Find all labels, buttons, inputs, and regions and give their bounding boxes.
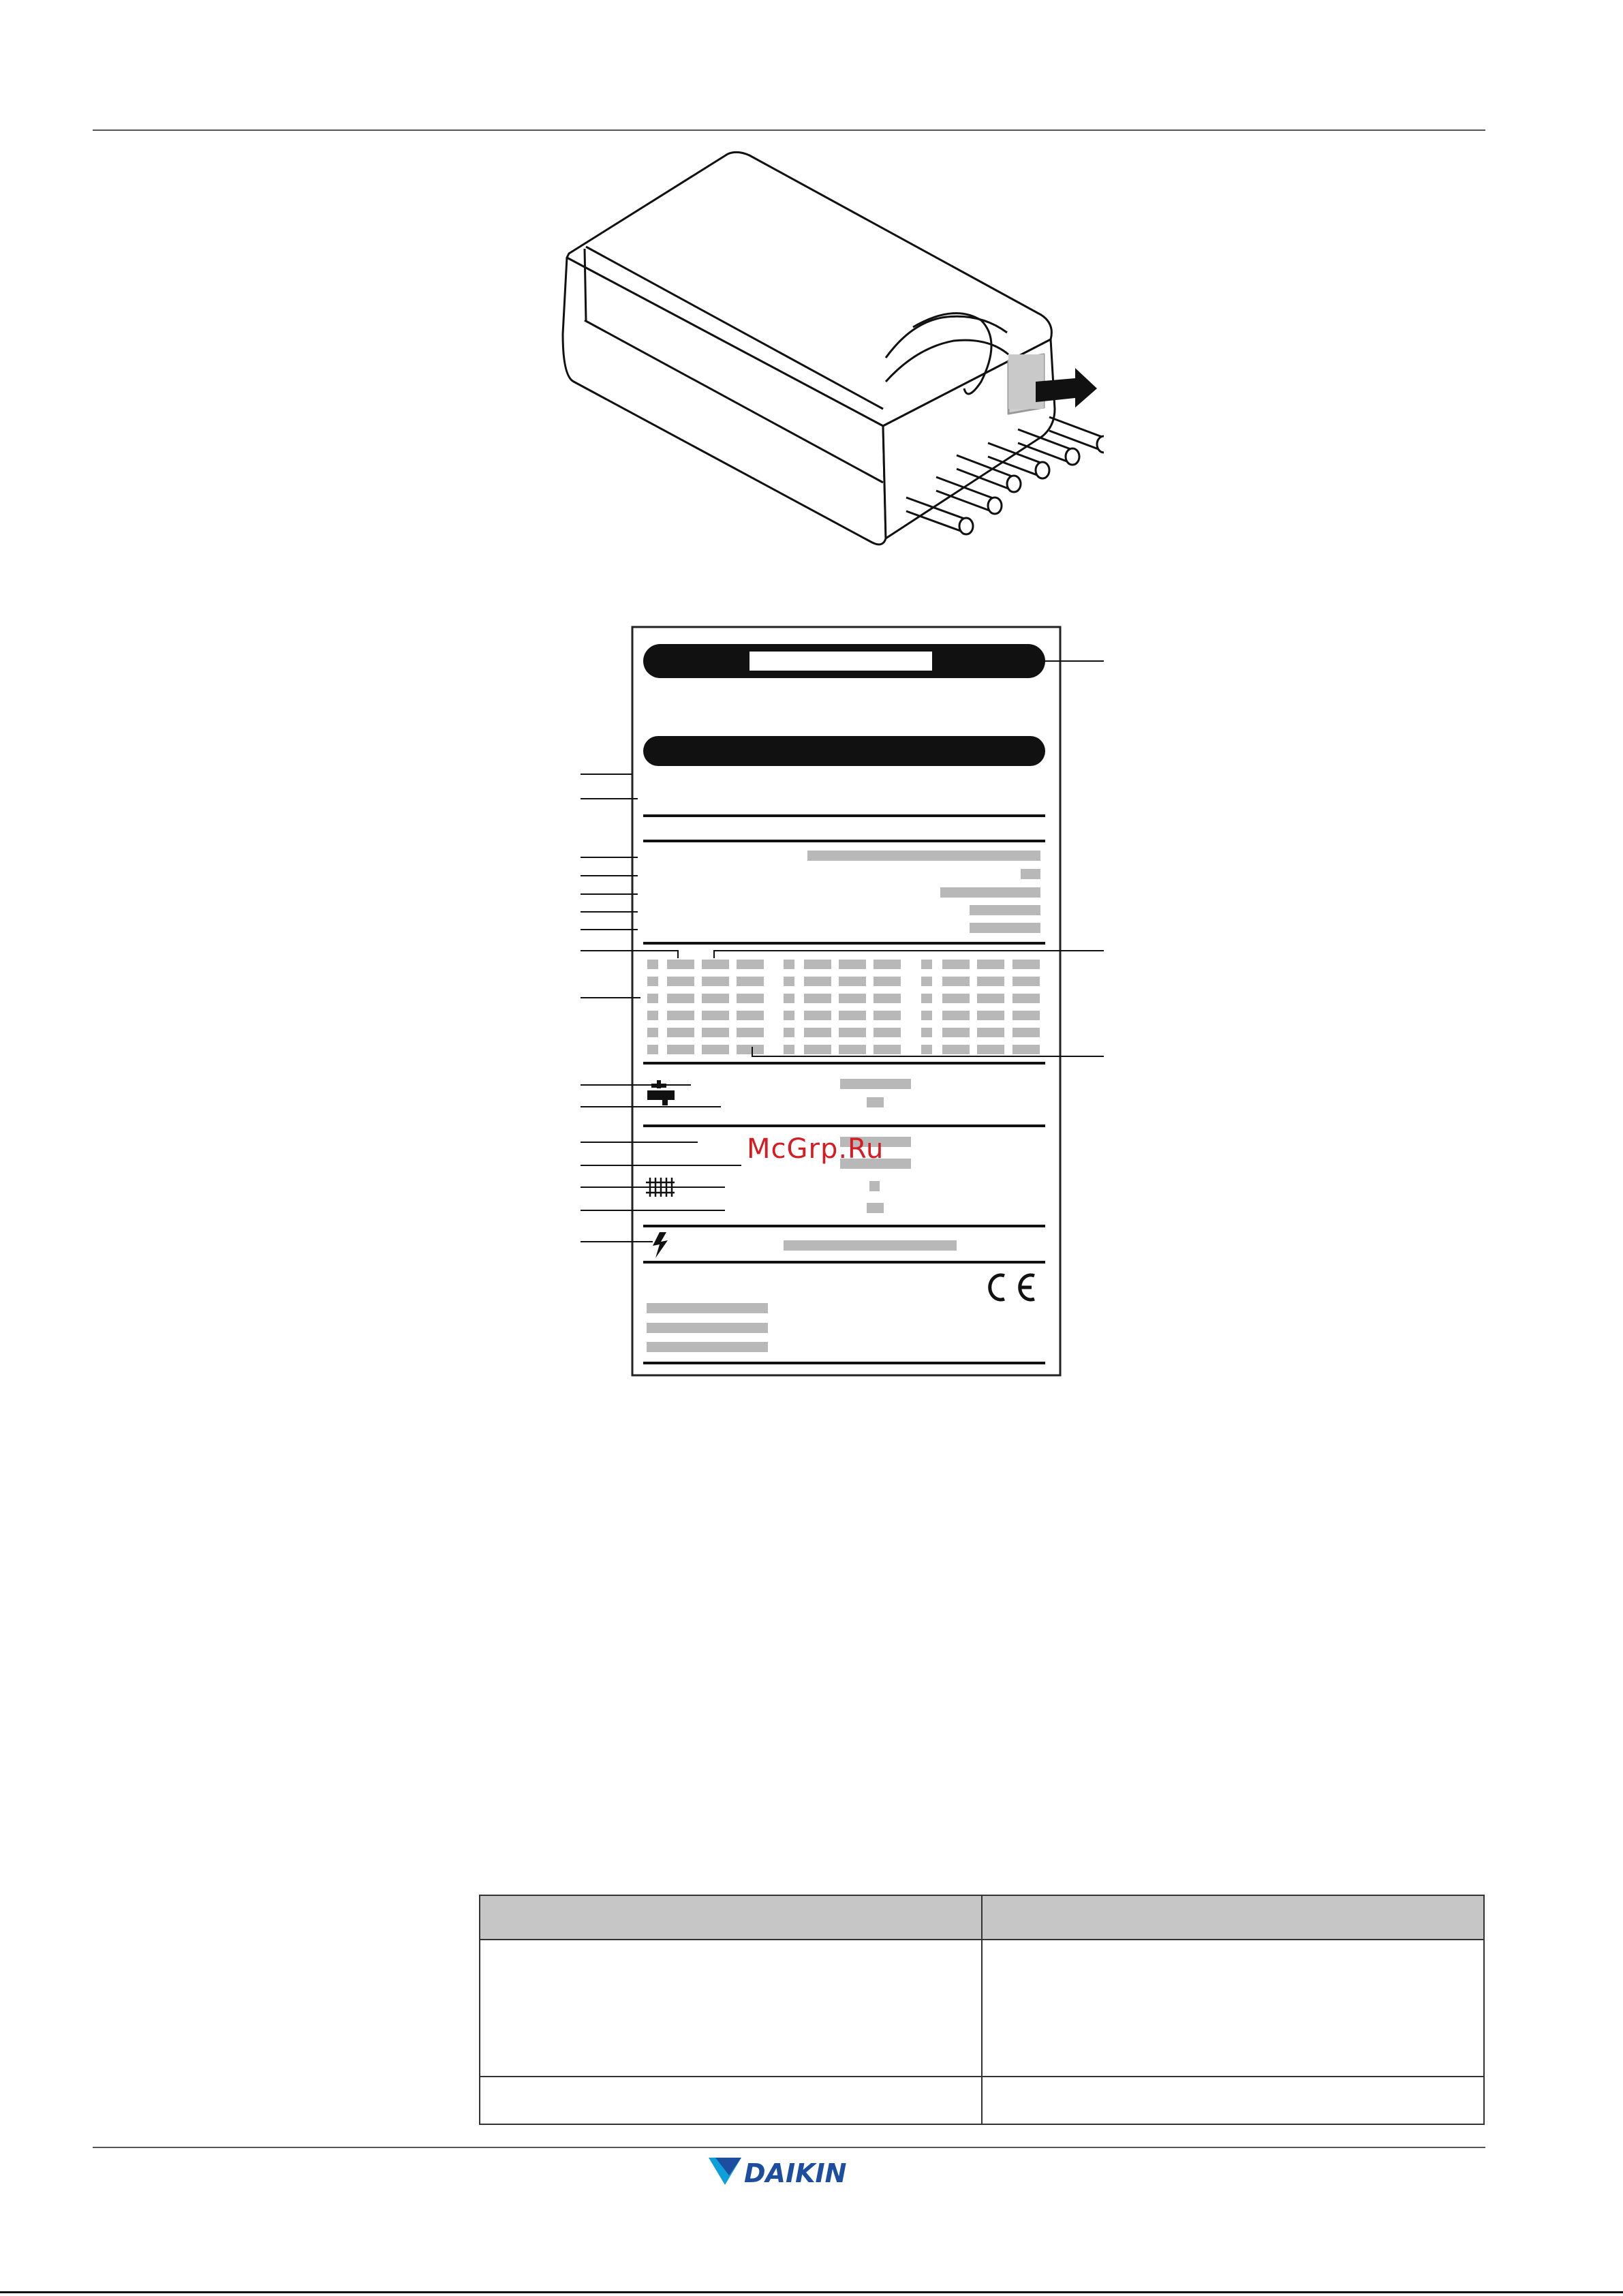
- spec-table: [479, 1895, 1485, 2125]
- bottom-rule: [93, 2147, 1485, 2148]
- nameplate-diagram: [545, 600, 1158, 1377]
- unit-illustration: [545, 143, 1104, 552]
- daikin-logo-text: DAIKIN: [744, 2158, 847, 2188]
- top-rule: [93, 129, 1485, 131]
- page-edge-rule: [0, 2291, 1623, 2293]
- watermark-text: McGrp.Ru: [747, 1133, 884, 1165]
- table-row-divider: [480, 2076, 1483, 2077]
- daikin-logo-icon: [709, 2155, 869, 2193]
- table-column-divider: [981, 1896, 983, 2124]
